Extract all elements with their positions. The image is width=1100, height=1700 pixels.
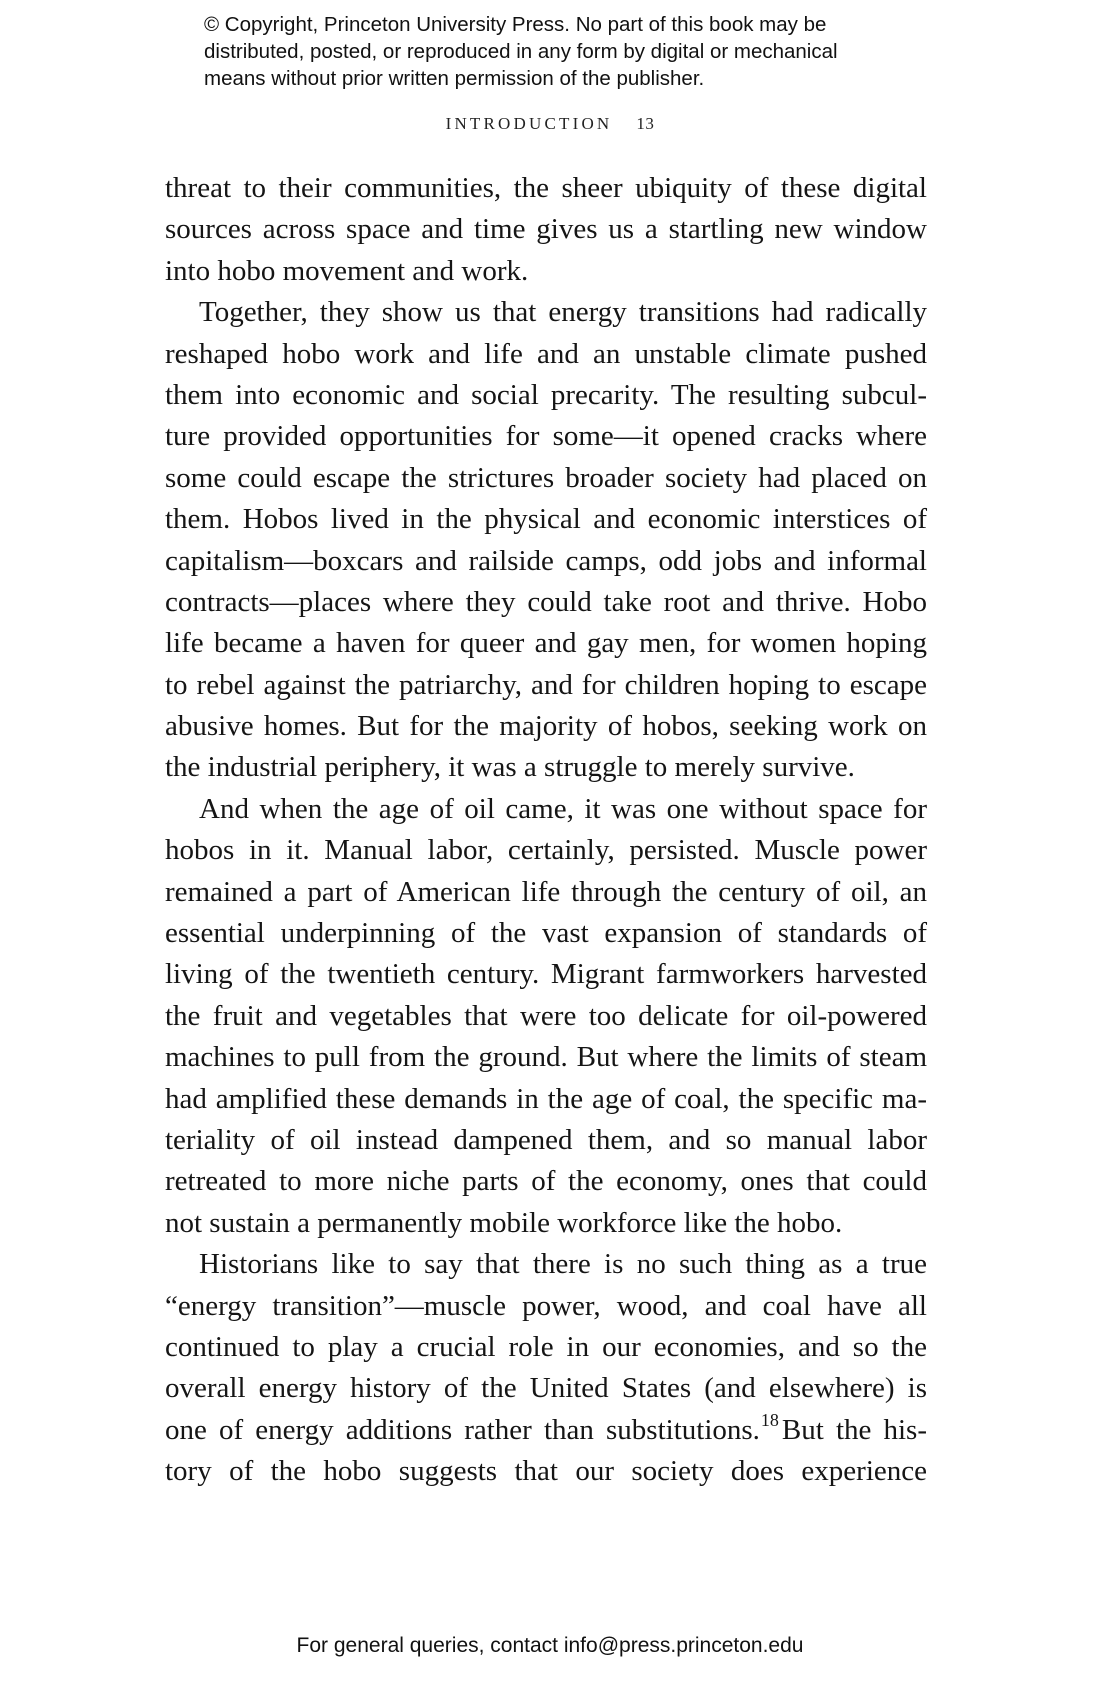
copyright-line: distributed, posted, or reproduced in any form by digital or mechanical [204, 40, 838, 63]
text-line: continued to play a crucial role in our economies, and so the [165, 1330, 927, 1363]
text-line: reshaped hobo work and life and an unstable climate pushed [165, 337, 927, 370]
text-line: teriality of oil instead dampened them, and so manual labor [165, 1123, 927, 1156]
text-line: had amplified these demands in the age of coal, the specific ma- [165, 1082, 927, 1115]
copyright-line: © Copyright, Princeton University Press. No part of this book may be [204, 13, 827, 36]
text-line: into hobo movement and work. [165, 254, 529, 287]
text-line: abusive homes. But for the majority of hobos, seeking work on [165, 710, 927, 743]
text-segment: But the his- [781, 1413, 927, 1446]
text-line: to rebel against the patriarchy, and for children hoping to escape [165, 668, 927, 701]
running-head-section: INTRODUCTION [445, 114, 613, 133]
text-line: living of the twentieth century. Migrant farmworkers harvested [165, 958, 927, 991]
copyright-notice [204, 11, 924, 92]
copyright-line: means without prior written permission of the publisher. [204, 67, 705, 90]
text-segment: one of energy additions rather than substitutions. [165, 1413, 760, 1446]
text-line: sources across space and time gives us a startling new window [165, 213, 927, 246]
text-line: machines to pull from the ground. But where the limits of steam [165, 1041, 927, 1074]
page-number: 13 [636, 114, 655, 133]
text-line: life became a haven for queer and gay men, for women hoping [165, 627, 927, 660]
text-line: Together, they show us that energy transitions had radically [199, 296, 927, 329]
text-line: essential underpinning of the vast expansion of standards of [165, 917, 927, 950]
running-head [0, 114, 1100, 134]
paragraph-1 [165, 168, 927, 292]
text-line: them into economic and social precarity. The resulting subcul- [165, 378, 927, 411]
paragraph-2 [165, 292, 927, 789]
text-line: tory of the hobo suggests that our society does experience [165, 1455, 927, 1488]
text-line: the fruit and vegetables that were too delicate for oil-powered [165, 999, 927, 1032]
footnote-reference[interactable]: 18 [760, 1409, 779, 1430]
text-line: And when the age of oil came, it was one without space for [199, 792, 927, 825]
body-text [165, 168, 927, 1493]
text-line: threat to their communities, the sheer ubiquity of these digital [165, 172, 927, 204]
footer-contact: For general queries, contact info@press.princeton.edu [296, 1634, 804, 1657]
text-line: capitalism—boxcars and railside camps, odd jobs and informal [165, 544, 927, 577]
text-line: contracts—places where they could take root and thrive. Hobo [165, 585, 927, 618]
text-line: overall energy history of the United States (and elsewhere) is [165, 1372, 927, 1405]
text-line: them. Hobos lived in the physical and economic interstices of [165, 503, 927, 536]
text-line: not sustain a permanently mobile workforce like the hobo. [165, 1206, 843, 1239]
text-line-with-note [165, 1410, 927, 1451]
text-line: Historians like to say that there is no such thing as a true [199, 1248, 927, 1281]
paragraph-4 [165, 1244, 927, 1492]
paragraph-3 [165, 789, 927, 1244]
text-line: the industrial periphery, it was a struggle to merely survive. [165, 751, 855, 784]
text-line: hobos in it. Manual labor, certainly, persisted. Muscle power [165, 834, 927, 867]
text-line: remained a part of American life through the century of oil, an [165, 875, 927, 908]
text-line: ture provided opportunities for some—it opened cracks where [165, 420, 927, 453]
text-line: “energy transition”—muscle power, wood, and coal have all [165, 1289, 927, 1322]
text-line: retreated to more niche parts of the economy, ones that could [165, 1165, 927, 1198]
text-line: some could escape the strictures broader society had placed on [165, 461, 927, 494]
